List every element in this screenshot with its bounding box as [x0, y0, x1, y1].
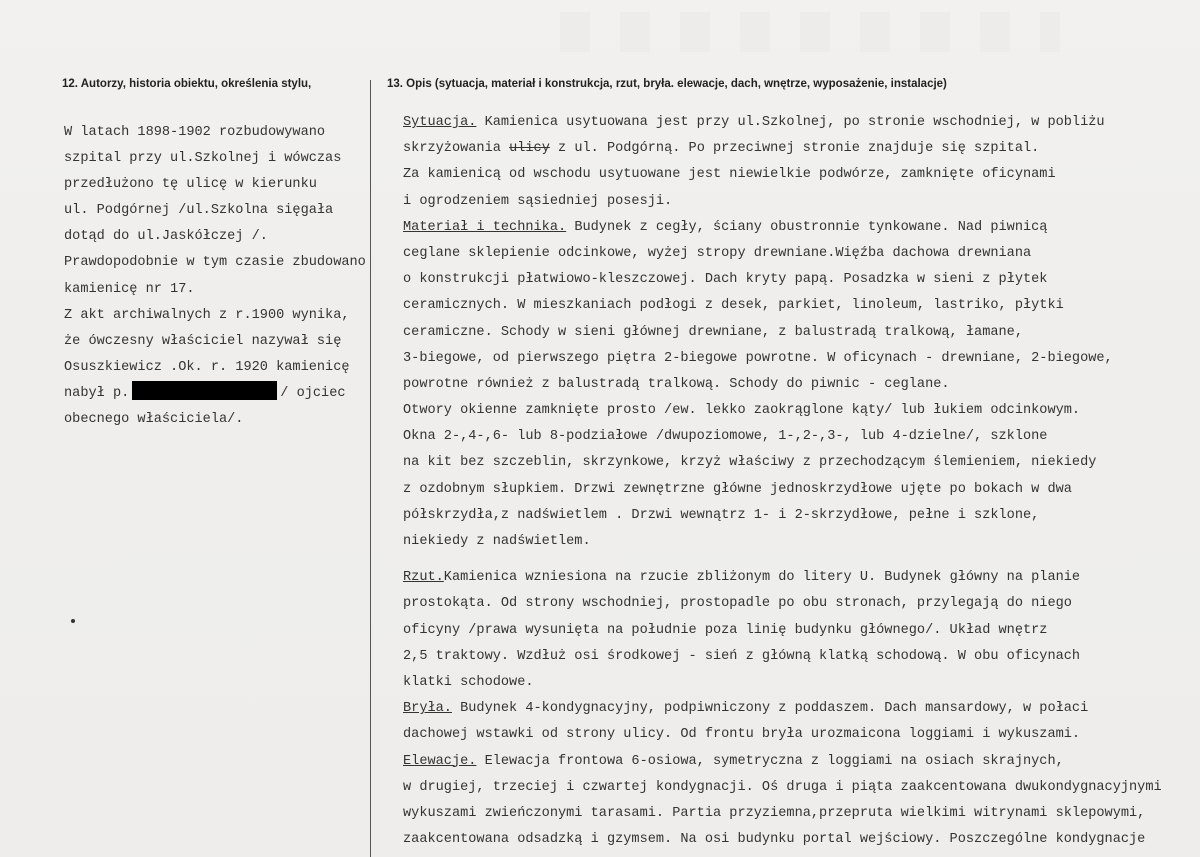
material-line: półskrzydła,z nadświetlem . Drzwi wewnątrz 1- i 2-skrzydłowe, pełne i szklone, [403, 507, 1040, 523]
material-line: ceglane sklepienie odcinkowe, wyżej stropy drewniane.Więźba dachowa drewniana [403, 245, 1032, 261]
material-line: ceramicznych. W mieszkaniach podłogi z desek, parkiet, linoleum, lastriko, płytki [403, 298, 1064, 314]
history-line: przedłużono tę ulicę w kierunku [64, 177, 317, 193]
ink-dot [71, 619, 75, 623]
bryla-line: dachowej wstawki od strony ulicy. Od frontu bryła urozmaicona loggiami i wykuszami. [403, 727, 1081, 743]
section-13-header: 13. Opis (sytuacja, materiał i konstrukcja, rzut, bryła. elewacje, dach, wnętrze, wyposażenie, instalacje) [387, 78, 947, 90]
bleed-through [560, 12, 1060, 52]
elewacje-line: wykuszami zwieńczonymi tarasami. Partia przyziemna,przepruta wielkimi witrynami sklepowymi, [403, 805, 1146, 821]
section-12-header: 12. Autorzy, historia obiektu, określenia stylu, [62, 78, 312, 90]
material-line: Okna 2-,4-,6- lub 8-podziałowe /dwupoziomowe, 1-,2-,3-, lub 4-dzielne/, szklone [403, 429, 1048, 445]
material-line: na kit bez szczeblin, skrzynkowe, krzyż właściwy z przechodzącym ślemieniem, niekiedy [403, 455, 1097, 471]
redaction-bar [132, 381, 277, 400]
rzut-line: Rzut.Kamienica wzniesiona na rzucie zbliżonym do litery U. Budynek główny na planie [403, 570, 1081, 586]
elewacje-heading: Elewacje. [403, 753, 477, 769]
material-heading: Materiał i technika. [403, 219, 567, 235]
history-line: szpital przy ul.Szkolnej i wówczas [64, 151, 342, 167]
redacted-line-end: / ojciec [280, 385, 346, 401]
rzut-line: oficyny /prawa wysunięta na południe poza linię budynku głównego/. Układ wnętrz [403, 622, 1048, 638]
rzut-heading: Rzut. [403, 570, 444, 586]
sytuacja-line: i ogrodzeniem sąsiedniej posesji. [403, 193, 673, 209]
history-column [64, 120, 369, 433]
history-line: Osuszkiewicz .Ok. r. 1920 kamienicę [64, 359, 350, 375]
redacted-line-start: nabył p. [64, 385, 130, 401]
history-line: kamienicę nr 17. [64, 281, 195, 297]
sytuacja-line: Sytuacja. Kamienica usytuowana jest przy ul.Szkolnej, po stronie wschodniej, w pobliżu [403, 115, 1105, 130]
history-line: Prawdopodobnie w tym czasie zbudowano [64, 255, 366, 271]
history-line-redacted [64, 381, 369, 407]
material-line: o konstrukcji płatwiowo-kleszczowej. Dach kryty papą. Posadzka w sieni z płytek [403, 272, 1048, 288]
sytuacja-heading: Sytuacja. [403, 115, 477, 130]
column-divider [370, 80, 371, 857]
material-line: 3-biegowe, od pierwszego piętra 2-biegowe powrotne. W oficynach - drewniane, 2-biegowe, [403, 350, 1113, 366]
material-line: Otwory okienne zamknięte prosto /ew. lekko zaokrąglone kąty/ lub łukiem odcinkowym. [403, 403, 1081, 419]
material-line: niekiedy z nadświetlem. [403, 534, 591, 549]
sytuacja-line: Za kamienicą od wschodu usytuowane jest niewielkie podwórze, zamknięte oficynami [403, 167, 1056, 183]
history-line: dotąd do ul.Jaskółczej /. [64, 229, 268, 245]
material-line: powrotne również z balustradą tralkową. Schody do piwnic - ceglane. [403, 376, 950, 392]
history-line: że ówczesny właściciel nazywał się [64, 333, 342, 349]
elewacje-line: zaakcentowana odsadzką i gzymsem. Na osi budynku portal wejściowy. Poszczególne kondygnacje [403, 832, 1146, 848]
material-line: ceramiczne. Schody w sieni głównej drewniane, z balustradą tralkową, łamane, [403, 324, 1023, 340]
elewacje-line: w drugiej, trzeciej i czwartej kondygnacji. Oś druga i piąta zaakcentowana dwukondygnacyjnymi [403, 779, 1162, 795]
bryla-heading: Bryła. [403, 701, 452, 717]
sytuacja-line: skrzyżowania ulicy z ul. Podgórną. Po przeciwnej stronie znajduje się szpital. [403, 141, 1040, 157]
struck-word: ulicy [509, 141, 550, 157]
history-line: ul. Podgórnej /ul.Szkolna sięgała [64, 203, 334, 219]
history-line: Z akt archiwalnych z r.1900 wynika, [64, 307, 350, 323]
paragraph-gap [403, 555, 1193, 565]
material-line: Materiał i technika. Budynek z cegły, ściany obustronnie tynkowane. Nad piwnicą [403, 219, 1048, 235]
rzut-line: prostokąta. Od strony wschodniej, prostopadle po obu stronach, przylegają do niego [403, 596, 1072, 612]
bryla-line: Bryła. Budynek 4-kondygnacyjny, podpiwniczony z poddaszem. Dach mansardowy, w połaci [403, 701, 1089, 717]
rzut-line: klatki schodowe. [403, 674, 534, 690]
history-line: W latach 1898-1902 rozbudowywano [64, 125, 326, 140]
history-line: obecnego właściciela/. [64, 412, 244, 428]
rzut-line: 2,5 traktowy. Wzdłuż osi środkowej - sień z główną klatką schodową. W obu oficynach [403, 648, 1081, 664]
material-line: z ozdobnym słupkiem. Drzwi zewnętrzne główne jednoskrzydłowe ujęte po bokach w dwa [403, 481, 1072, 497]
description-column [403, 110, 1193, 853]
elewacje-line: Elewacje. Elewacja frontowa 6-osiowa, symetryczna z loggiami na osiach skrajnych, [403, 753, 1064, 769]
